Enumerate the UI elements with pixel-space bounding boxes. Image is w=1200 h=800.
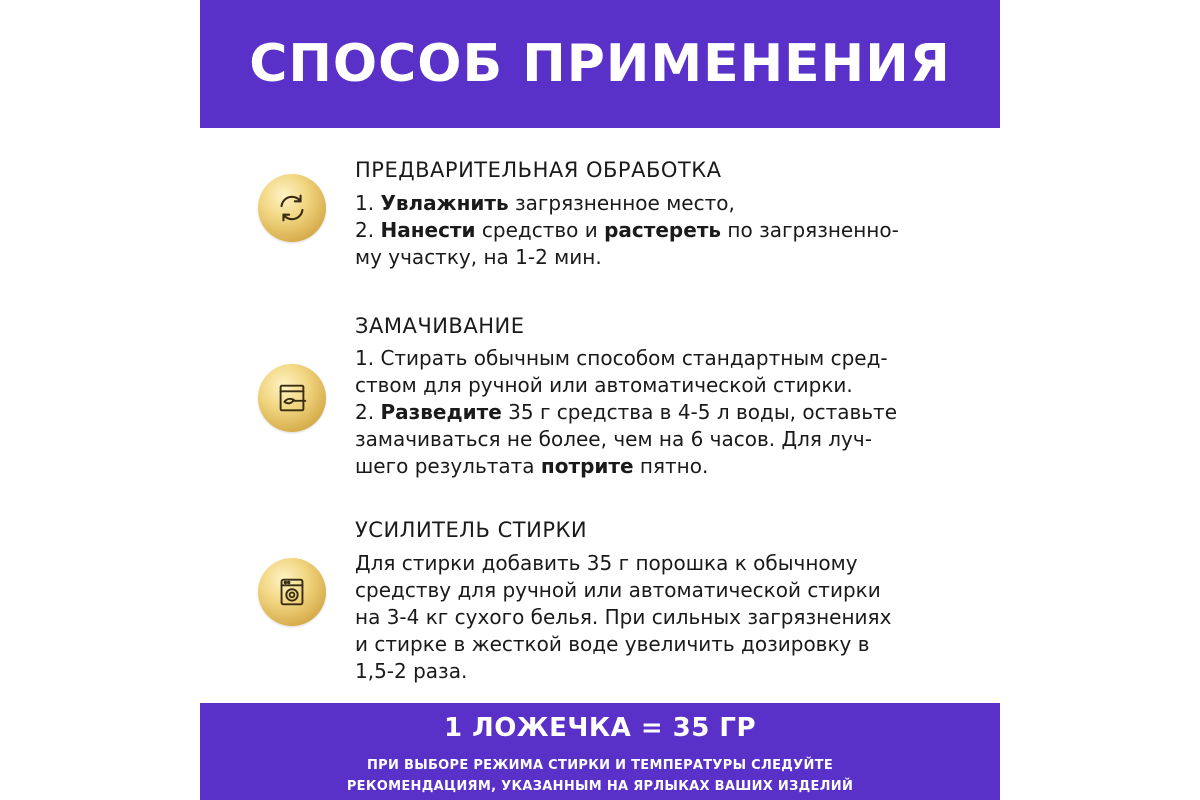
footer-note: [200, 755, 1000, 797]
page-title: СПОСОБ ПРИМЕНЕНИЯ: [249, 34, 951, 94]
text-run: 1. Стирать обычным способом стандартным сред-: [355, 346, 888, 370]
emphasis-word: Разведите: [380, 400, 502, 424]
text-run: Для стирки добавить 35 г порошка к обычному: [355, 551, 858, 575]
footer-note-line: РЕКОМЕНДАЦИЯМ, УКАЗАННЫМ НА ЯРЛЫКАХ ВАШИХ ИЗДЕЛИЙ: [346, 779, 854, 794]
emphasis-word: растереть: [604, 218, 722, 242]
rotate-arrows-icon: [258, 174, 326, 242]
section-title: УСИЛИТЕЛЬ СТИРКИ: [355, 518, 588, 542]
dosage-text: 1 ЛОЖЕЧКА = 35 ГР: [443, 713, 757, 743]
text-run: шего результата: [355, 454, 541, 478]
text-run: ством для ручной или автоматической стирки.: [355, 373, 853, 397]
text-line: [355, 658, 945, 685]
text-run: средство и: [475, 218, 605, 242]
text-line: [355, 426, 945, 453]
text-line: [355, 631, 945, 658]
text-line: [355, 550, 945, 577]
emphasis-word: Нанести: [380, 218, 476, 242]
text-run: му участку, на 1-2 мин.: [355, 245, 602, 269]
text-run: 1.: [355, 191, 381, 215]
section-text: [355, 345, 945, 480]
section-soaking: [200, 308, 1000, 508]
text-line: [355, 453, 945, 480]
text-run: 35 г средства в 4-5 л воды, оставьте: [501, 400, 898, 424]
text-run: 1,5-2 раза.: [355, 659, 468, 683]
footer-banner: [200, 703, 1000, 800]
section-title: ПРЕДВАРИТЕЛЬНАЯ ОБРАБОТКА: [355, 158, 722, 182]
instructions-card: [200, 0, 1000, 800]
text-line: [355, 244, 945, 271]
text-run: пятно.: [633, 454, 709, 478]
text-run: замачиваться не более, чем на 6 часов. Для луч-: [355, 427, 872, 451]
emphasis-word: Увлажнить: [380, 191, 509, 215]
text-run: и стирке в жесткой воде увеличить дозировку в: [355, 632, 870, 656]
text-line: [355, 604, 945, 631]
header-banner: [200, 0, 1000, 128]
text-line: [355, 190, 945, 217]
section-pretreatment: [200, 128, 1000, 308]
washing-machine-icon: [258, 558, 326, 626]
section-text: [355, 190, 945, 271]
emphasis-word: потрите: [540, 454, 634, 478]
text-line: [355, 345, 945, 372]
section-title: ЗАМАЧИВАНИЕ: [355, 314, 525, 338]
text-run: на 3-4 кг сухого белья. При сильных загрязнениях: [355, 605, 892, 629]
text-run: по загрязненно-: [721, 218, 899, 242]
text-run: 2.: [355, 400, 381, 424]
text-line: [355, 577, 945, 604]
text-run: средству для ручной или автоматической стирки: [355, 578, 881, 602]
section-wash-booster: [200, 508, 1000, 703]
text-run: 2.: [355, 218, 381, 242]
text-line: [355, 399, 945, 426]
footer-note-line: ПРИ ВЫБОРЕ РЕЖИМА СТИРКИ И ТЕМПЕРАТУРЫ СЛЕДУЙТЕ: [366, 758, 834, 773]
text-line: [355, 217, 945, 244]
section-text: [355, 550, 945, 685]
text-run: загрязненное место,: [508, 191, 735, 215]
soaking-basin-icon: [258, 364, 326, 432]
text-line: [355, 372, 945, 399]
